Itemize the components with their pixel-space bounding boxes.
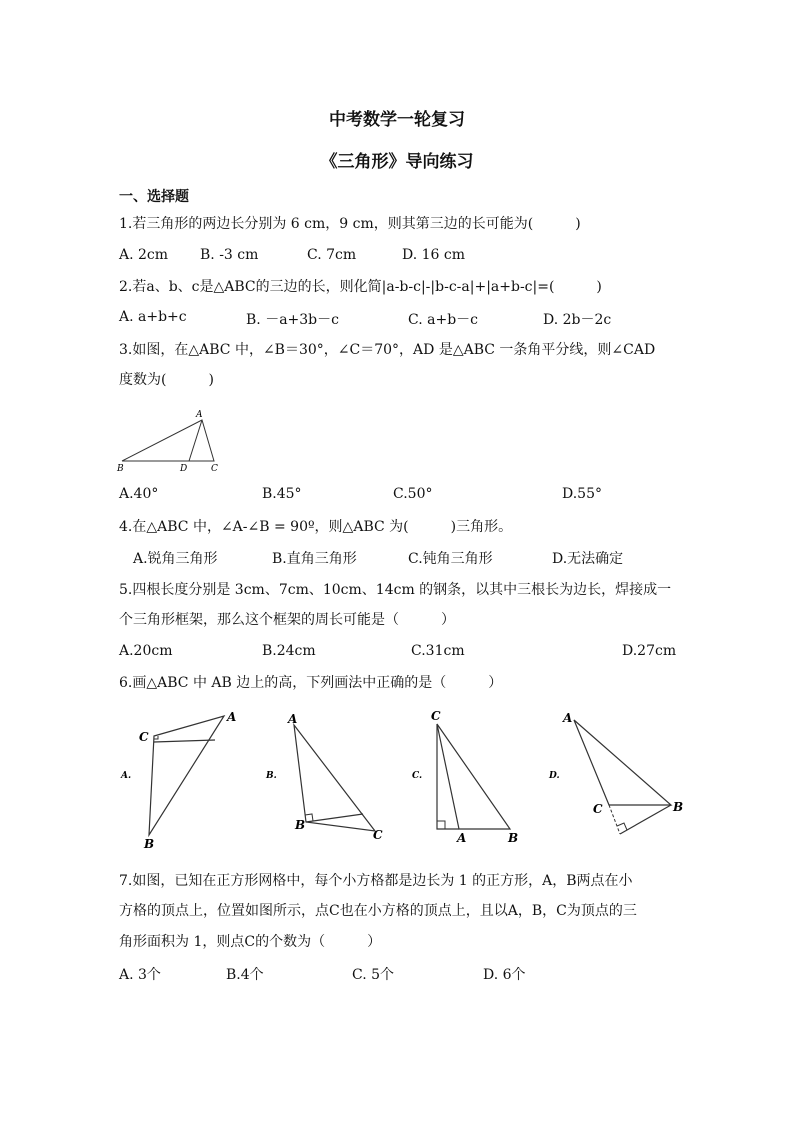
label-c: C <box>211 464 218 474</box>
q5-option-b: B.24cm <box>262 643 316 659</box>
label-b: B <box>295 818 306 832</box>
q7-option-d: D. 6个 <box>483 967 526 983</box>
question-4-stem: 4.在△ABC 中，∠A-∠B = 90º，则△ABC 为( )三角形。 <box>119 519 513 535</box>
q1-option-d: D. 16 cm <box>402 247 466 263</box>
q6-option-a-label: A. <box>121 771 132 781</box>
q7-option-b: B.4个 <box>226 967 264 983</box>
q5-option-a: A.20cm <box>119 643 173 659</box>
q6-figures <box>115 705 715 855</box>
q7-option-c: C. 5个 <box>352 967 395 983</box>
q3-option-c: C.50° <box>393 486 433 502</box>
height-line <box>620 805 671 834</box>
q7-option-a: A. 3个 <box>119 967 161 983</box>
question-7-stem-line3: 角形面积为 1，则点C的个数为（ ） <box>119 934 382 950</box>
label-b: B <box>508 831 519 845</box>
question-1-stem: 1.若三角形的两边长分别为 6 cm，9 cm，则其第三边的长可能为( ) <box>119 216 581 232</box>
q3-option-a: A.40° <box>119 486 159 502</box>
height-line <box>306 814 363 822</box>
label-a: A <box>457 831 467 845</box>
label-a: A <box>288 712 298 726</box>
q2-option-d: D. 2b－2c <box>543 312 612 328</box>
label-b: B <box>673 800 684 814</box>
q2-option-c: C. a+b－c <box>408 312 478 328</box>
q3-triangle-figure <box>110 405 235 475</box>
q6-option-d-label: D. <box>549 771 560 781</box>
q3-option-d: D.55° <box>562 486 602 502</box>
section-heading: 一、选择题 <box>119 189 189 205</box>
label-a: A <box>563 711 573 725</box>
q6-option-c-label: C. <box>412 771 423 781</box>
extension-line <box>609 805 620 834</box>
height-line <box>154 740 215 742</box>
q3-option-b: B.45° <box>262 486 302 502</box>
q2-option-b: B. －a+3b－c <box>246 312 339 328</box>
label-c: C <box>139 730 149 744</box>
label-b: B <box>117 464 124 474</box>
q5-option-d: D.27cm <box>622 643 677 659</box>
question-3-stem-line2: 度数为( ) <box>119 372 214 388</box>
triangle <box>574 720 671 805</box>
q6-figure-b <box>265 712 383 842</box>
q4-option-c: C.钝角三角形 <box>408 551 493 567</box>
label-d: D <box>180 464 188 474</box>
q5-option-c: C.31cm <box>411 643 465 659</box>
q2-option-a: A. a+b+c <box>119 309 187 325</box>
q6-figure-c <box>412 709 518 845</box>
label-c: C <box>593 802 603 816</box>
q1-option-a: A. 2cm <box>119 247 169 263</box>
q1-option-c: C. 7cm <box>307 247 357 263</box>
question-7-stem-line2: 方格的顶点上，位置如图所示，点C也在小方格的顶点上，且以A，B，C为顶点的三 <box>119 903 637 919</box>
question-6-stem: 6.画△ABC 中 AB 边上的高，下列画法中正确的是（ ） <box>119 675 503 691</box>
q6-option-b-label: B. <box>266 771 277 781</box>
page-subtitle: 《三角形》导向练习 <box>320 152 474 172</box>
triangle <box>149 716 224 835</box>
q4-option-a: A.锐角三角形 <box>133 551 218 567</box>
label-c: C <box>431 709 441 723</box>
question-3-stem-line1: 3.如图，在△ABC 中，∠B＝30°，∠C＝70°，AD 是△ABC 一条角平分线，则∠CAD <box>119 342 656 358</box>
q4-option-b: B.直角三角形 <box>272 551 357 567</box>
page-title: 中考数学一轮复习 <box>329 110 465 130</box>
label-a: A <box>227 710 237 724</box>
label-b: B <box>144 837 155 851</box>
q1-option-b: B. -3 cm <box>200 247 259 263</box>
q6-figure-d <box>548 711 683 834</box>
question-7-stem-line1: 7.如图，已知在正方形网格中，每个小方格都是边长为 1 的正方形，A，B两点在小 <box>119 873 633 889</box>
q4-option-d: D.无法确定 <box>552 551 624 567</box>
question-2-stem: 2.若a、b、c是△ABC的三边的长，则化简|a-b-c|-|b-c-a|+|a+b-c|=( ) <box>119 279 602 295</box>
label-a: A <box>196 410 203 420</box>
question-5-stem-line2: 个三角形框架，那么这个框架的周长可能是（ ） <box>119 612 455 628</box>
question-5-stem-line1: 5.四根长度分别是 3cm、7cm、10cm、14cm 的钢条，以其中三根长为边长，焊接成一 <box>119 582 672 598</box>
right-angle-mark <box>437 821 445 829</box>
q6-figure-a <box>120 710 236 851</box>
label-c: C <box>373 828 383 842</box>
triangle <box>437 724 510 829</box>
